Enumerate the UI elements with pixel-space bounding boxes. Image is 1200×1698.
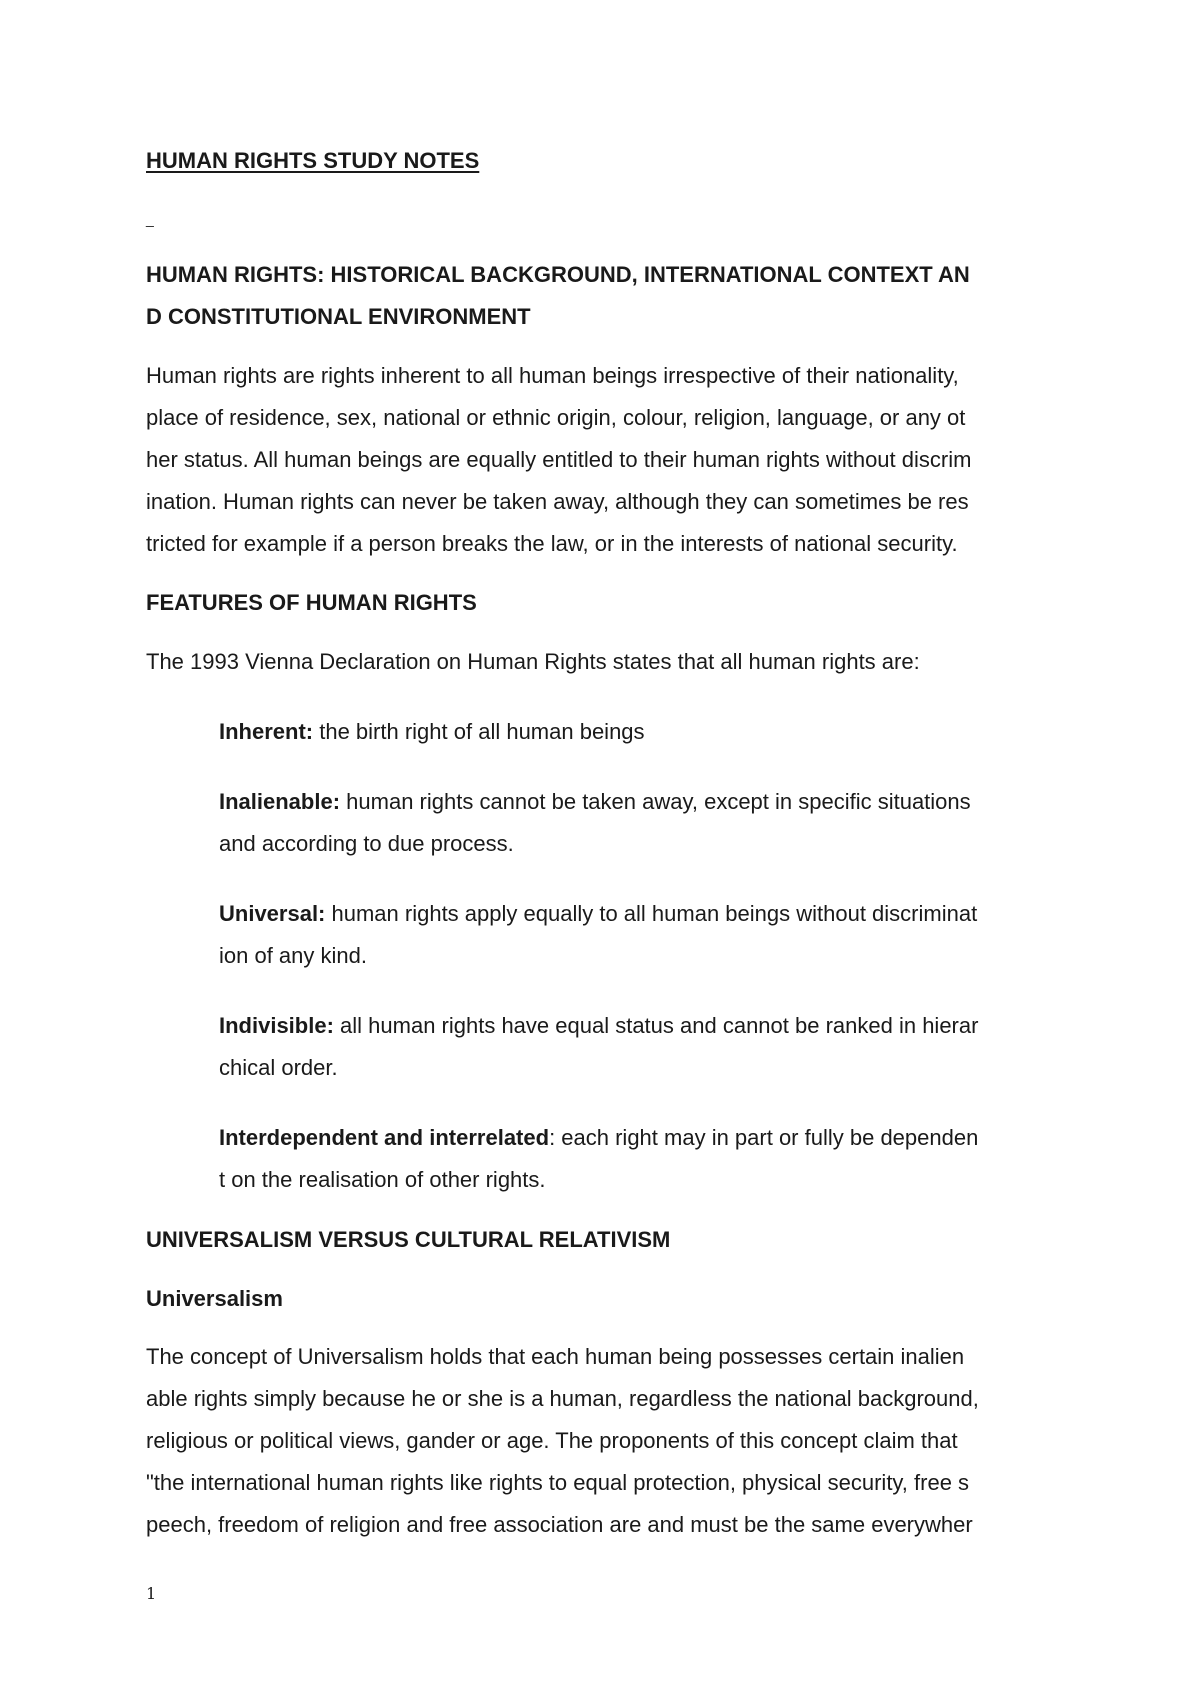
feature-description-continued: chical order. (219, 1055, 338, 1080)
feature-description-continued: and according to due process. (219, 831, 514, 856)
intro-paragraph-line: Human rights are rights inherent to all human beings irrespective of their nationality, (146, 363, 959, 388)
feature-term: Universal: (219, 901, 326, 926)
feature-description-continued: ion of any kind. (219, 943, 367, 968)
intro-paragraph-line: tricted for example if a person breaks the law, or in the interests of national security. (146, 531, 958, 556)
feature-item-inalienable (219, 788, 971, 816)
intro-paragraph-line: place of residence, sex, national or ethnic origin, colour, religion, language, or any ot (146, 405, 966, 430)
universalism-paragraph-line: The concept of Universalism holds that each human being possesses certain inalien (146, 1344, 965, 1369)
feature-item-inherent (219, 718, 645, 746)
feature-description: human rights cannot be taken away, except in specific situations (340, 789, 971, 814)
feature-description: : each right may in part or fully be dependen (549, 1125, 979, 1150)
section-heading-line-2: D CONSTITUTIONAL ENVIRONMENT (146, 304, 531, 329)
feature-term: Interdependent and interrelated (219, 1125, 550, 1150)
document-title: HUMAN RIGHTS STUDY NOTES (146, 148, 480, 173)
intro-paragraph-line: her status. All human beings are equally entitled to their human rights without discrim (146, 447, 972, 472)
section-heading-line-1: HUMAN RIGHTS: HISTORICAL BACKGROUND, INTERNATIONAL CONTEXT AN (146, 262, 970, 287)
universalism-relativism-heading: UNIVERSALISM VERSUS CULTURAL RELATIVISM (146, 1227, 671, 1252)
feature-term: Inalienable: (219, 789, 341, 814)
separator: _ (146, 211, 154, 227)
feature-term: Indivisible: (219, 1013, 334, 1038)
universalism-subheading: Universalism (146, 1286, 283, 1311)
feature-description-continued: t on the realisation of other rights. (219, 1167, 546, 1192)
feature-term: Inherent: (219, 719, 314, 744)
vienna-declaration-line: The 1993 Vienna Declaration on Human Rights states that all human rights are: (146, 649, 920, 674)
universalism-paragraph-line: religious or political views, gander or age. The proponents of this concept claim that (146, 1428, 958, 1453)
universalism-paragraph-line: peech, freedom of religion and free association are and must be the same everywher (146, 1512, 973, 1537)
universalism-paragraph-line: able rights simply because he or she is a human, regardless the national background, (146, 1386, 979, 1411)
intro-paragraph-line: ination. Human rights can never be taken away, although they can sometimes be res (146, 489, 969, 514)
feature-item-indivisible (219, 1012, 978, 1040)
features-heading: FEATURES OF HUMAN RIGHTS (146, 590, 477, 615)
feature-item-universal (219, 900, 977, 928)
feature-description: all human rights have equal status and cannot be ranked in hierar (333, 1013, 979, 1038)
page-number: 1 (146, 1584, 157, 1603)
universalism-paragraph-line: "the international human rights like rights to equal protection, physical security, free s (146, 1470, 970, 1495)
feature-description: human rights apply equally to all human beings without discriminat (325, 901, 978, 926)
feature-description: the birth right of all human beings (313, 719, 645, 744)
feature-item-interdependent (219, 1124, 978, 1152)
